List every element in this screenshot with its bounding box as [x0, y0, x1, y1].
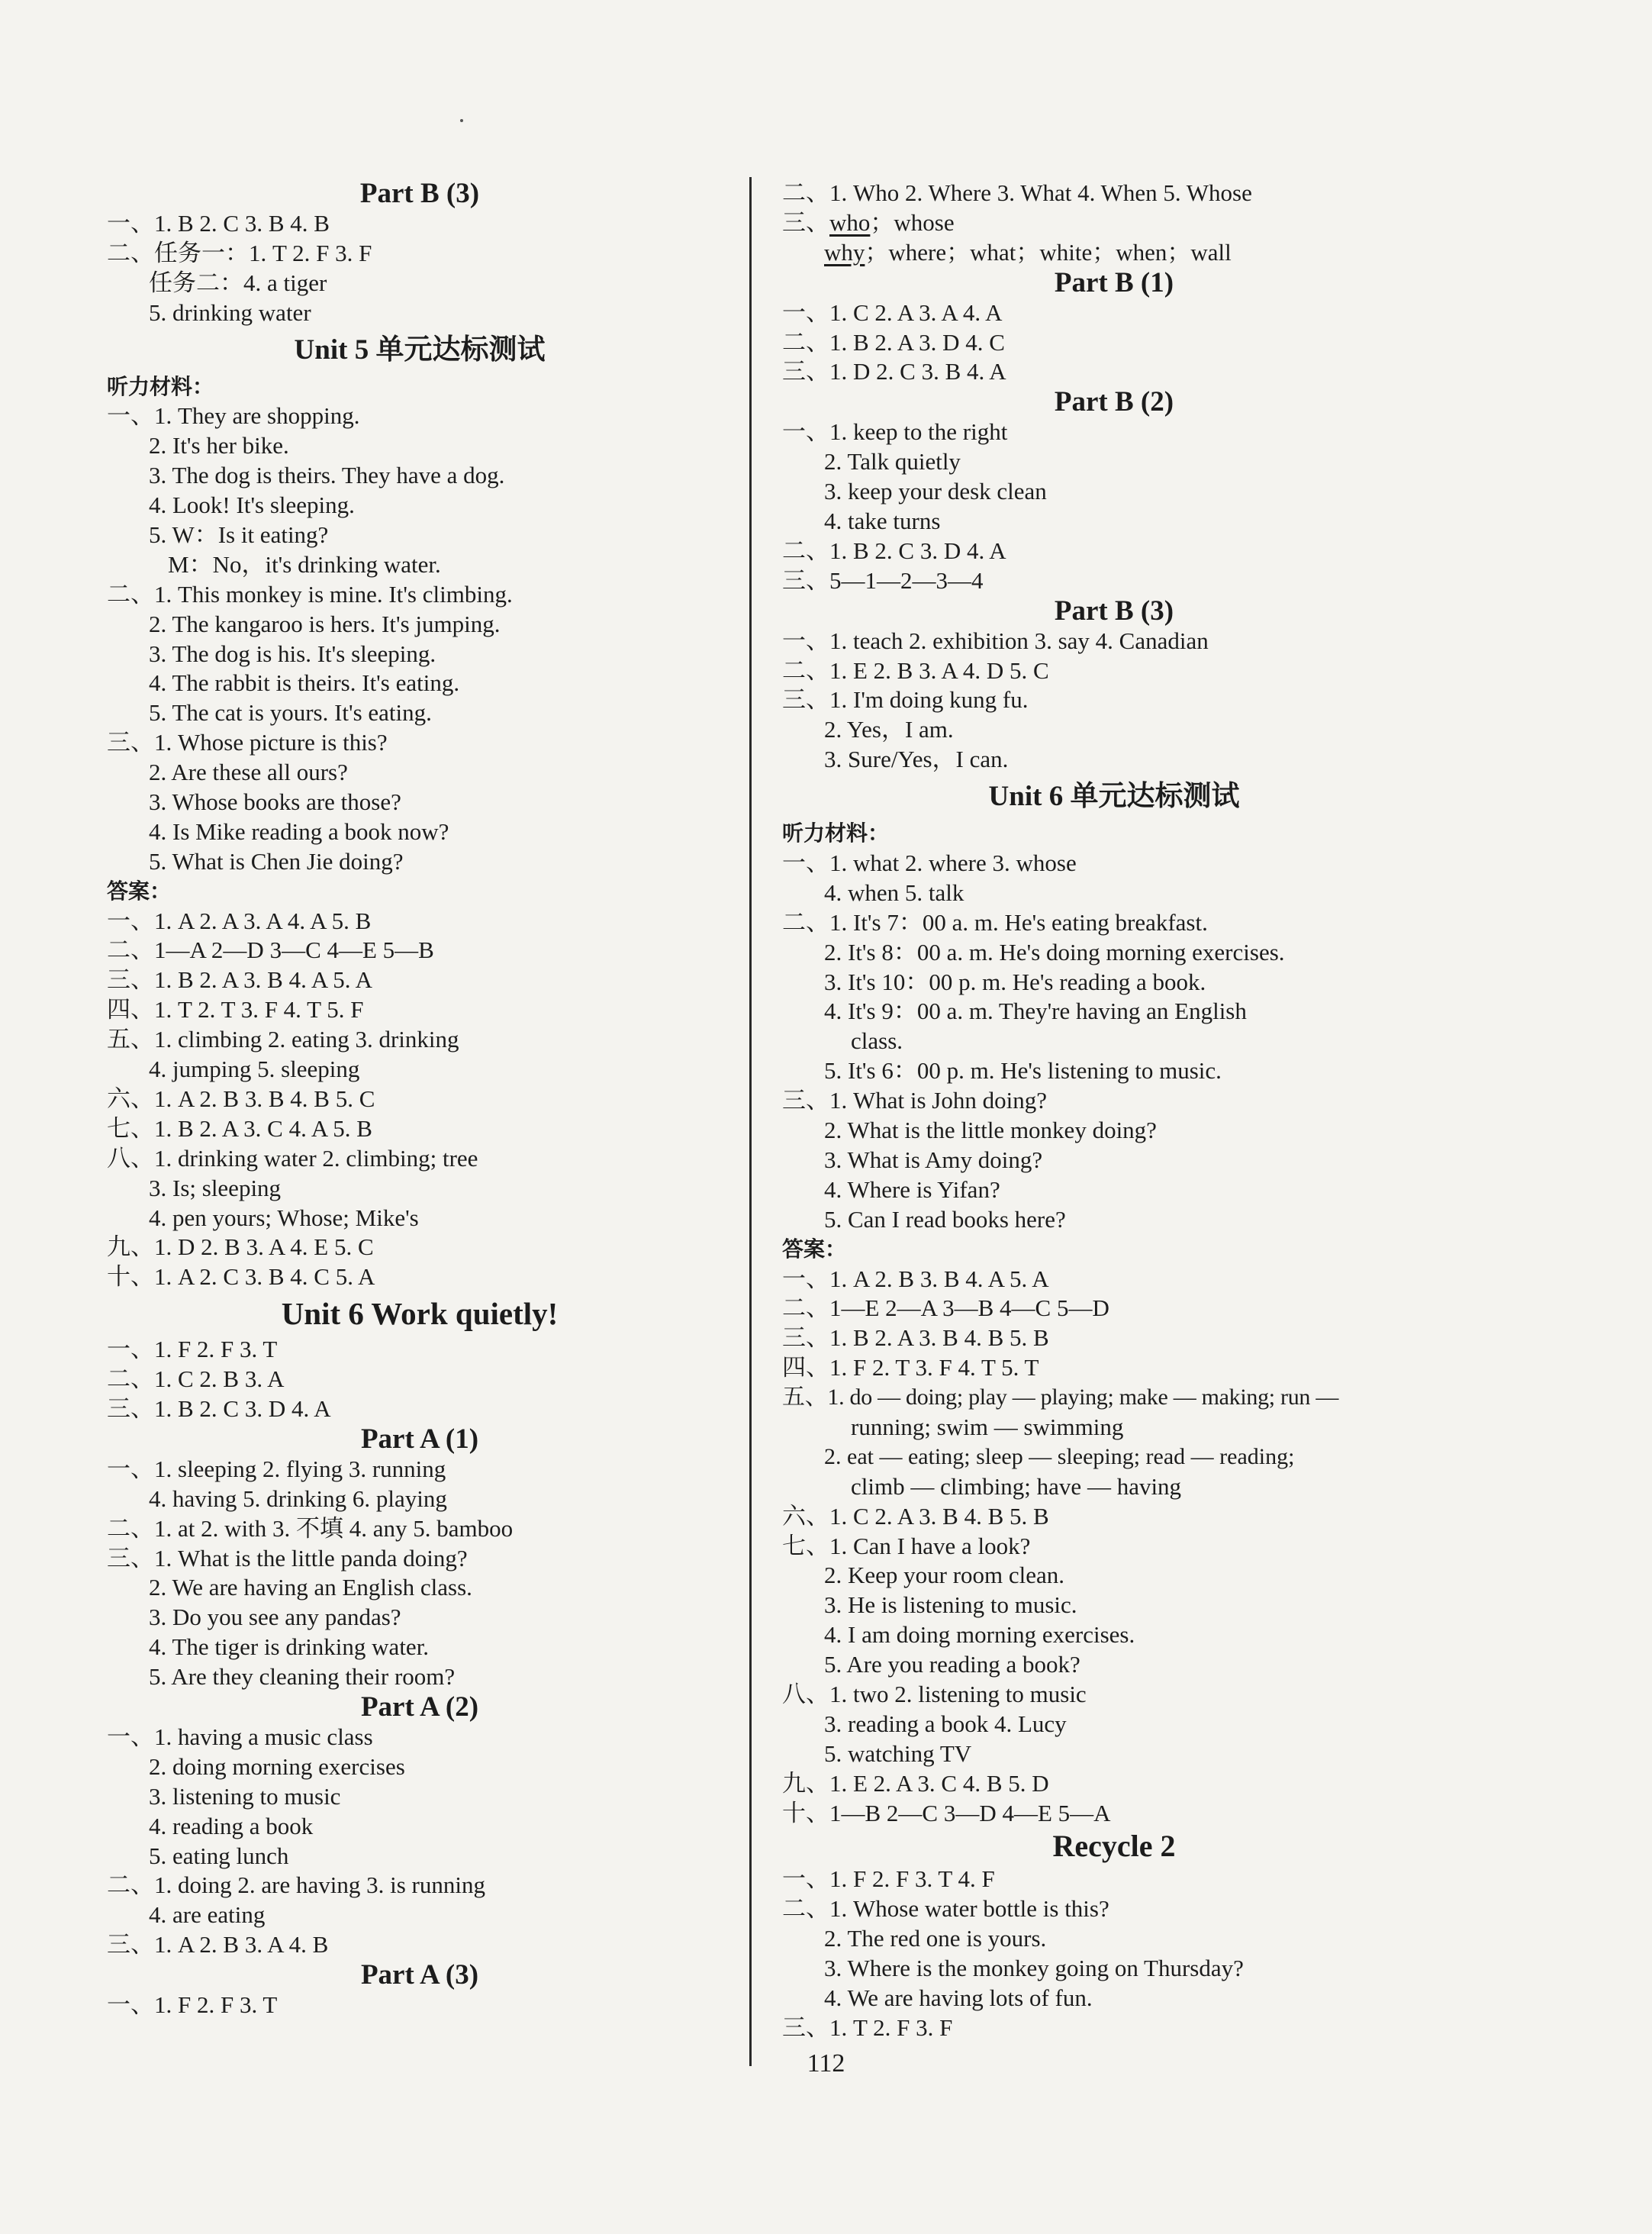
- answer-line: 2. eat — eating; sleep — sleeping; read — reading;: [824, 1443, 1295, 1469]
- answer-line: 任务二：4. a tiger: [149, 269, 327, 296]
- answer-line: 4. I am doing morning exercises.: [824, 1621, 1135, 1649]
- answer-line: 2. Yes，I am.: [824, 716, 954, 743]
- answer-line: 4. Where is Yifan?: [824, 1175, 1000, 1203]
- unit-title: Unit 5 单元达标测试: [294, 334, 546, 366]
- answer-text: ；whose: [870, 208, 955, 236]
- answer-line: 一、1. B 2. C 3. B 4. B: [107, 210, 330, 237]
- answer-line: 5. W：Is it eating?: [149, 521, 329, 549]
- answer-line: 3. The dog is his. It's sleeping.: [149, 640, 436, 667]
- answer-line: 一、1. what 2. where 3. whose: [782, 849, 1077, 877]
- answer-line: running; swim — swimming: [851, 1413, 1124, 1440]
- answer-label: 答案：: [107, 878, 172, 904]
- answer-line: 一、1. having a music class: [107, 1723, 373, 1750]
- answer-line: 3. keep your desk clean: [824, 478, 1047, 505]
- answer-line: [782, 238, 1446, 268]
- answer-line: 3. The dog is theirs. They have a dog.: [149, 462, 505, 489]
- answer-line: 二、1. at 2. with 3. 不填 4. any 5. bamboo: [107, 1514, 514, 1542]
- answer-line: 三、1. Whose picture is this?: [107, 729, 388, 756]
- section-title: Recycle 2: [1052, 1829, 1176, 1864]
- answer-line: 3. reading a book 4. Lucy: [824, 1710, 1067, 1737]
- answer-line: 五、1. climbing 2. eating 3. drinking: [107, 1026, 459, 1053]
- answer-line: 二、任务一：1. T 2. F 3. F: [107, 239, 372, 266]
- answer-line: 4. having 5. drinking 6. playing: [149, 1484, 447, 1512]
- answer-line: 四、1. T 2. T 3. F 4. T 5. F: [107, 996, 364, 1024]
- answer-line: 2. What is the little monkey doing?: [824, 1117, 1157, 1144]
- answer-line: 二、1. Who 2. Where 3. What 4. When 5. Whose: [782, 179, 1252, 206]
- answer-line: 4. It's 9：00 a. m. They're having an English: [824, 998, 1247, 1025]
- unit-title: Unit 6 单元达标测试: [988, 781, 1240, 813]
- answer-line: 二、1. C 2. B 3. A: [107, 1365, 285, 1393]
- answer-line: 一、1. keep to the right: [782, 418, 1008, 446]
- answer-line: 三、1. A 2. B 3. A 4. B: [107, 1931, 329, 1958]
- answer-line: 4. Look! It's sleeping.: [149, 492, 355, 519]
- section-title: Part A (1): [360, 1423, 479, 1455]
- answer-line: [782, 208, 1446, 238]
- section-title: Part B (2): [1054, 386, 1174, 418]
- answer-line: 二、1. doing 2. are having 3. is running: [107, 1871, 485, 1899]
- answer-line: 3. What is Amy doing?: [824, 1146, 1043, 1173]
- answer-line: 四、1. F 2. T 3. F 4. T 5. T: [782, 1354, 1039, 1381]
- answer-line: 三、1. What is John doing?: [782, 1087, 1047, 1114]
- answer-line: 三、1. B 2. A 3. B 4. A 5. A: [107, 966, 372, 994]
- answer-line: 2. We are having an English class.: [149, 1574, 472, 1601]
- answer-line: 4. when 5. talk: [824, 878, 964, 906]
- answer-line: 三、1. I'm doing kung fu.: [782, 686, 1029, 714]
- answer-label: 答案：: [782, 1236, 847, 1262]
- answer-line: 五、1. do — doing; play — playing; make — making; run —: [782, 1385, 1339, 1410]
- underlined-word: who: [829, 208, 871, 236]
- answer-line: 5. Can I read books here?: [824, 1205, 1066, 1233]
- answer-line: 4. Is Mike reading a book now?: [149, 817, 449, 845]
- answer-line: 3. Where is the monkey going on Thursday?: [824, 1955, 1244, 1982]
- answer-line: 二、1. E 2. B 3. A 4. D 5. C: [782, 656, 1049, 684]
- answer-line: 二、1. B 2. A 3. D 4. C: [782, 328, 1005, 356]
- left-column: [107, 179, 733, 2020]
- answer-line: climb — climbing; have — having: [851, 1472, 1182, 1500]
- answer-line: 一、1. They are shopping.: [107, 402, 360, 430]
- answer-line: 一、1. A 2. B 3. B 4. A 5. A: [782, 1265, 1049, 1292]
- answer-line: 七、1. Can I have a look?: [782, 1532, 1031, 1559]
- answer-line: 3. Do you see any pandas?: [149, 1604, 401, 1631]
- answer-line: 三、1. B 2. A 3. B 4. B 5. B: [782, 1324, 1049, 1352]
- answer-line: 2. The kangaroo is hers. It's jumping.: [149, 610, 501, 637]
- answer-line: 5. Are you reading a book?: [824, 1651, 1080, 1678]
- page-number: 112: [807, 2049, 845, 2078]
- answer-line: 4. pen yours; Whose; Mike's: [149, 1204, 419, 1231]
- answer-line: 八、1. drinking water 2. climbing; tree: [107, 1144, 478, 1172]
- answer-line: 一、1. F 2. F 3. T: [107, 1336, 278, 1363]
- answer-line: 三、1. T 2. F 3. F: [782, 2013, 953, 2041]
- answer-line: 一、1. sleeping 2. flying 3. running: [107, 1455, 446, 1482]
- answer-line: 2. Keep your room clean.: [824, 1562, 1065, 1589]
- section-title: Part B (1): [1054, 266, 1174, 298]
- unit-title: Unit 6 Work quietly!: [281, 1296, 559, 1332]
- answer-line: 2. Talk quietly: [824, 448, 961, 475]
- answer-line: 一、1. C 2. A 3. A 4. A: [782, 298, 1003, 326]
- answer-line: 一、1. F 2. F 3. T: [107, 1991, 278, 2019]
- answer-line: 4. jumping 5. sleeping: [149, 1056, 360, 1083]
- answer-line: 4. We are having lots of fun.: [824, 1984, 1093, 2011]
- answer-line: 二、1. It's 7：00 a. m. He's eating breakfast.: [782, 908, 1208, 936]
- answer-line: 十、1—B 2—C 3—D 4—E 5—A: [782, 1799, 1111, 1826]
- answer-line: 2. doing morning exercises: [149, 1752, 405, 1780]
- answer-line: 2. The red one is yours.: [824, 1925, 1047, 1952]
- column-divider: [749, 177, 752, 2066]
- answer-line: 三、1. B 2. C 3. D 4. A: [107, 1394, 331, 1422]
- answer-line: 九、1. D 2. B 3. A 4. E 5. C: [107, 1233, 374, 1261]
- answer-line: 二、1. B 2. C 3. D 4. A: [782, 537, 1006, 564]
- answer-line: 3. listening to music: [149, 1782, 341, 1810]
- answer-line: 4. The rabbit is theirs. It's eating.: [149, 669, 460, 697]
- answer-line: 九、1. E 2. A 3. C 4. B 5. D: [782, 1769, 1049, 1797]
- print-speck: [460, 119, 463, 122]
- answer-line: 八、1. two 2. listening to music: [782, 1680, 1087, 1707]
- answer-line: 2. Are these all ours?: [149, 759, 348, 786]
- section-title: Part A (3): [360, 1959, 479, 1991]
- answer-line: 一、1. teach 2. exhibition 3. say 4. Canadian: [782, 627, 1209, 654]
- answer-line: 三、1. D 2. C 3. B 4. A: [782, 358, 1006, 385]
- answer-line: M：No，it's drinking water.: [168, 550, 441, 578]
- answer-line: 三、1. What is the little panda doing?: [107, 1544, 468, 1572]
- answer-line: 5. The cat is yours. It's eating.: [149, 699, 432, 727]
- section-title: Part B (3): [359, 178, 480, 209]
- answer-line: 3. Is; sleeping: [149, 1174, 282, 1201]
- answer-line: 二、1—E 2—A 3—B 4—C 5—D: [782, 1294, 1109, 1322]
- section-title: Part A (2): [360, 1691, 479, 1723]
- answer-line: 一、1. F 2. F 3. T 4. F: [782, 1865, 995, 1893]
- answer-line: 5. What is Chen Jie doing?: [149, 847, 404, 875]
- answer-line: 5. eating lunch: [149, 1842, 289, 1869]
- answer-line: 3. Sure/Yes，I can.: [824, 746, 1009, 773]
- answer-line: 六、1. C 2. A 3. B 4. B 5. B: [782, 1502, 1049, 1530]
- listening-label: 听力材料：: [782, 820, 890, 846]
- answer-line: 4. The tiger is drinking water.: [149, 1633, 430, 1661]
- answer-line: 4. reading a book: [149, 1812, 314, 1839]
- answer-line: 2. It's 8：00 a. m. He's doing morning exercises.: [824, 938, 1285, 965]
- answer-line: 4. take turns: [824, 508, 941, 535]
- answer-line: 三、5—1—2—3—4: [782, 566, 984, 594]
- answer-line: 3. He is listening to music.: [824, 1591, 1077, 1619]
- answer-prefix: 三、: [782, 208, 829, 236]
- answer-line: 5. It's 6：00 p. m. He's listening to music.: [824, 1057, 1222, 1085]
- answer-line: 一、1. A 2. A 3. A 4. A 5. B: [107, 907, 372, 934]
- answer-line: 5. Are they cleaning their room?: [149, 1663, 456, 1691]
- answer-line: 3. It's 10：00 p. m. He's reading a book.: [824, 968, 1206, 995]
- answer-line: 5. watching TV: [824, 1739, 972, 1767]
- answer-line: 七、1. B 2. A 3. C 4. A 5. B: [107, 1114, 372, 1142]
- answer-text: ；where；what；white；when；wall: [865, 238, 1232, 266]
- answer-line: 4. are eating: [149, 1901, 266, 1929]
- right-column: [782, 179, 1446, 2043]
- answer-line: 二、1. This monkey is mine. It's climbing.: [107, 580, 513, 608]
- answer-line: 二、1—A 2—D 3—C 4—E 5—B: [107, 936, 434, 964]
- answer-line: 六、1. A 2. B 3. B 4. B 5. C: [107, 1085, 375, 1112]
- answer-line: 3. Whose books are those?: [149, 788, 401, 816]
- listening-label: 听力材料：: [107, 373, 214, 399]
- answer-line: class.: [851, 1027, 903, 1055]
- section-title: Part B (3): [1054, 595, 1174, 627]
- answer-line: 二、1. Whose water bottle is this?: [782, 1895, 1109, 1923]
- underlined-word: why: [824, 238, 865, 266]
- answer-line: 十、1. A 2. C 3. B 4. C 5. A: [107, 1263, 375, 1291]
- answer-line: 5. drinking water: [149, 298, 311, 326]
- answer-line: 2. It's her bike.: [149, 432, 289, 459]
